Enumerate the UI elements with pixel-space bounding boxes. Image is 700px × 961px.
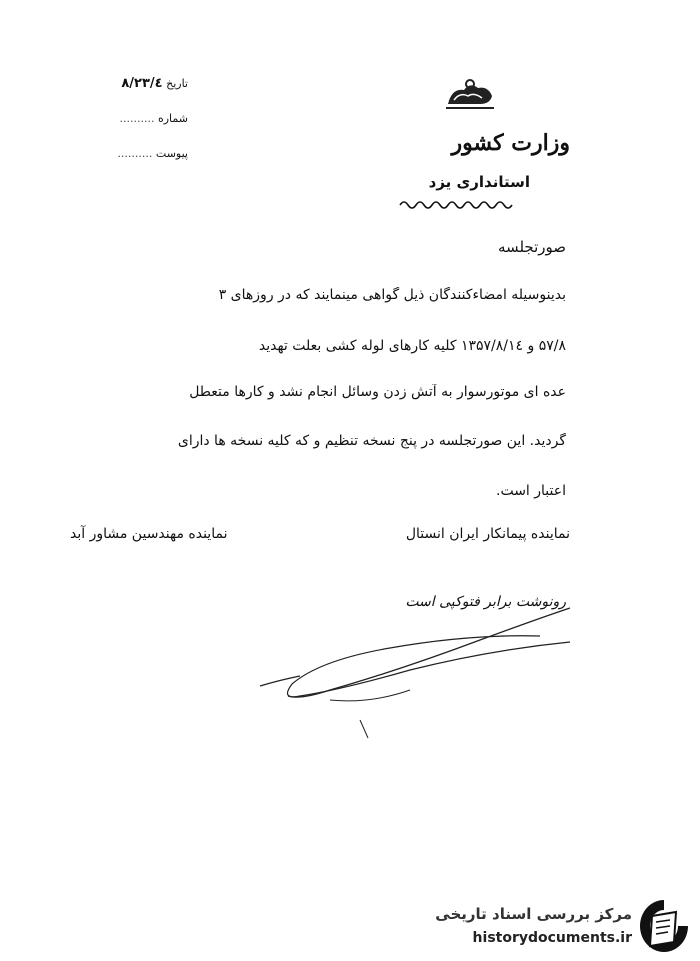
body-line-2: ۵۷/۸ و ۱۳۵۷/۸/۱٤ کلیه کارهای لوله کشی بعلت تهدید — [258, 338, 566, 354]
ministry-title: وزارت کشور — [451, 130, 570, 156]
watermark-text: مرکز بررسی اسناد تاریخی — [435, 905, 632, 923]
number-label: شماره — [157, 112, 188, 125]
attachment-dots: .......... — [117, 147, 153, 160]
emblem-icon — [440, 78, 500, 112]
body-line-4: گردید. این صورتجلسه در پنج نسخه تنظیم و که کلیه نسخه ها دارای — [177, 433, 566, 449]
attachment-field — [78, 147, 188, 160]
body-line-3: عده ای موتورسوار به آتش زدن وسائل انجام نشد و کارها متعطل — [189, 384, 566, 400]
document-title: صورتجلسه — [498, 238, 566, 256]
archive-logo-icon — [638, 898, 690, 954]
contractor-representative: نماینده پیمانکار ایران انستال — [405, 526, 570, 542]
copy-certification: رونوشت برابر فتوکپی است — [405, 594, 566, 610]
number-field — [78, 112, 188, 125]
consultant-representative: نماینده مهندسین مشاور آبد — [70, 526, 228, 542]
date-field — [78, 76, 188, 91]
date-label: تاریخ — [166, 77, 188, 90]
date-value: ۸/۲۳/٤ — [121, 76, 163, 91]
wavy-underline — [398, 197, 518, 211]
attachment-label: پیوست — [155, 147, 188, 160]
body-line-5: اعتبار است. — [496, 483, 566, 499]
watermark-url: historydocuments.ir — [472, 930, 632, 946]
body-line-1: بدینوسیله امضاءکنندگان ذیل گواهی مینمایند که در روزهای ۳ — [218, 287, 566, 303]
office-title: استانداری یزد — [428, 173, 530, 191]
signature-icon — [240, 600, 590, 750]
number-dots: .......... — [119, 112, 155, 125]
